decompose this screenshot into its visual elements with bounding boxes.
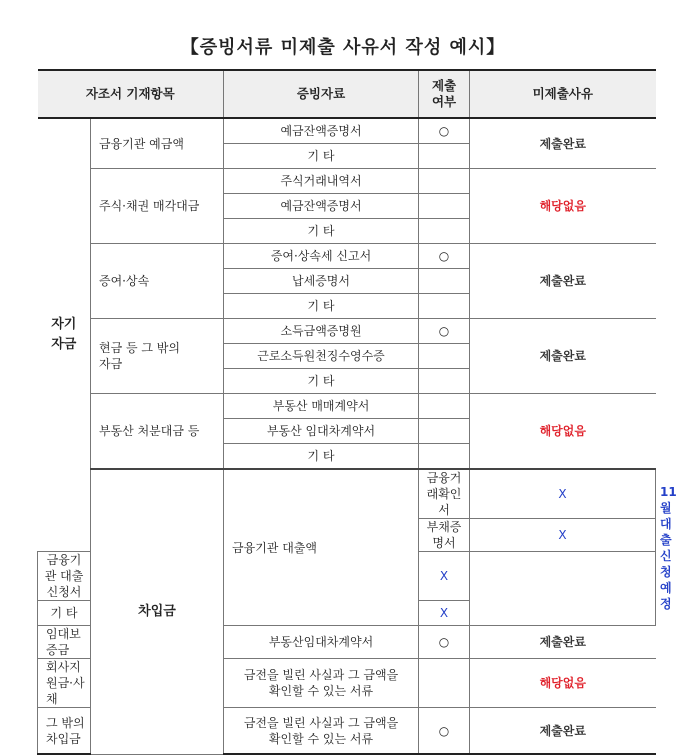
header-evidence: 증빙자료 xyxy=(224,70,419,118)
item-company: 회사지원금·사채 xyxy=(38,659,91,708)
item-lease: 임대보증금 xyxy=(38,626,91,659)
submitted-mark-empty xyxy=(419,444,470,470)
doc-borrow-proof xyxy=(224,708,419,755)
doc-etc: 기 타 xyxy=(224,144,419,169)
doc-borrow-proof-line2: 확인할 수 있는 서류 xyxy=(268,684,374,698)
section-borrowings: 차입금 xyxy=(91,469,224,754)
reason-none: 해당없음 xyxy=(470,659,656,708)
submitted-mark-empty xyxy=(419,269,470,294)
doc-gift-report: 증여·상속세 신고서 xyxy=(224,244,419,269)
item-realestate: 부동산 처분대금 등 xyxy=(91,394,224,470)
item-gift: 증여·상속 xyxy=(91,244,224,319)
reason-done: 제출완료 xyxy=(470,118,656,169)
table-row xyxy=(38,244,656,269)
not-submitted-mark: X xyxy=(470,519,656,552)
header-submitted-line2: 여부 xyxy=(431,94,457,109)
item-cash xyxy=(91,319,224,394)
item-stocks: 주식·채권 매각대금 xyxy=(91,169,224,244)
submitted-mark: ○ xyxy=(419,319,470,344)
table-row: 차입금 금융기관 대출액 금융거래확인서 X 11월 대출신청 예정 xyxy=(38,469,656,519)
item-cash-line1: 현금 등 그 밖의 xyxy=(99,341,180,355)
header-item: 자조서 기재항목 xyxy=(38,70,224,118)
doc-tax-paid: 납세증명서 xyxy=(224,269,419,294)
submitted-mark-empty xyxy=(419,394,470,419)
doc-deposit-balance: 예금잔액증명서 xyxy=(224,194,419,219)
submitted-mark: ○ xyxy=(419,708,470,755)
doc-income-cert: 소득금액증명원 xyxy=(224,319,419,344)
submitted-mark-empty xyxy=(419,169,470,194)
page-title: 【증빙서류 미제출 사유서 작성 예시】 xyxy=(180,37,506,58)
table-row xyxy=(38,118,656,144)
item-deposit: 금융기관 예금액 xyxy=(91,118,224,169)
doc-etc: 기 타 xyxy=(38,601,91,626)
section-own-funds xyxy=(38,118,91,552)
doc-lease-contract: 부동산 임대차계약서 xyxy=(224,419,419,444)
doc-sale-contract: 부동산 매매계약서 xyxy=(224,394,419,419)
doc-etc: 기 타 xyxy=(224,219,419,244)
doc-stock-trade: 주식거래내역서 xyxy=(224,169,419,194)
header-reason: 미제출사유 xyxy=(470,70,656,118)
submitted-mark-empty xyxy=(419,344,470,369)
doc-etc: 기 타 xyxy=(224,369,419,394)
doc-debt-cert: 부채증명서 xyxy=(419,519,470,552)
submitted-mark-empty xyxy=(419,659,470,708)
submitted-mark-empty xyxy=(419,294,470,319)
submitted-mark-empty xyxy=(419,144,470,169)
reason-done: 제출완료 xyxy=(470,244,656,319)
not-submitted-mark: X xyxy=(419,601,470,626)
reason-none: 해당없음 xyxy=(470,169,656,244)
doc-deposit-balance: 예금잔액증명서 xyxy=(224,118,419,144)
doc-etc: 기 타 xyxy=(224,294,419,319)
doc-borrow-proof-line1: 금전을 빌린 사실과 그 금액을 xyxy=(243,668,399,682)
item-loan: 금융기관 대출액 xyxy=(224,469,419,626)
doc-withholding: 근로소득원천징수영수증 xyxy=(224,344,419,369)
table-row xyxy=(38,169,656,194)
table-row xyxy=(38,394,656,419)
evidence-table xyxy=(37,69,677,755)
header-row xyxy=(38,70,656,118)
submitted-mark-empty xyxy=(419,219,470,244)
table-row xyxy=(38,319,656,344)
submitted-mark-empty xyxy=(419,419,470,444)
submitted-mark: ○ xyxy=(419,244,470,269)
not-submitted-mark: X xyxy=(419,552,470,601)
doc-loan-application: 금융기관 대출신청서 xyxy=(38,552,91,601)
reason-none: 해당없음 xyxy=(470,394,656,470)
reason-done: 제출완료 xyxy=(470,626,656,659)
doc-finance-confirm: 금융거래확인서 xyxy=(419,469,470,519)
not-submitted-mark: X xyxy=(470,469,656,519)
submitted-mark-empty xyxy=(419,194,470,219)
submitted-mark-empty xyxy=(419,369,470,394)
header-submitted-line1: 제출 xyxy=(431,78,457,93)
doc-borrow-proof-line1: 금전을 빌린 사실과 그 금액을 xyxy=(243,715,399,730)
reason-done: 제출완료 xyxy=(470,319,656,394)
submitted-mark: ○ xyxy=(419,626,470,659)
doc-borrow-proof-line2: 확인할 수 있는 서류 xyxy=(268,731,374,746)
submitted-mark: ○ xyxy=(419,118,470,144)
header-submitted xyxy=(419,70,470,118)
item-other-borrow: 그 밖의 차입금 xyxy=(38,708,91,755)
section-own-line1: 자기 xyxy=(51,317,77,332)
doc-borrow-proof xyxy=(224,659,419,708)
section-own-line2: 자금 xyxy=(51,337,77,352)
doc-etc: 기 타 xyxy=(224,444,419,470)
item-cash-line2: 자금 xyxy=(99,357,123,371)
reason-done: 제출완료 xyxy=(470,708,656,755)
doc-lease-contract2: 부동산임대차계약서 xyxy=(224,626,419,659)
